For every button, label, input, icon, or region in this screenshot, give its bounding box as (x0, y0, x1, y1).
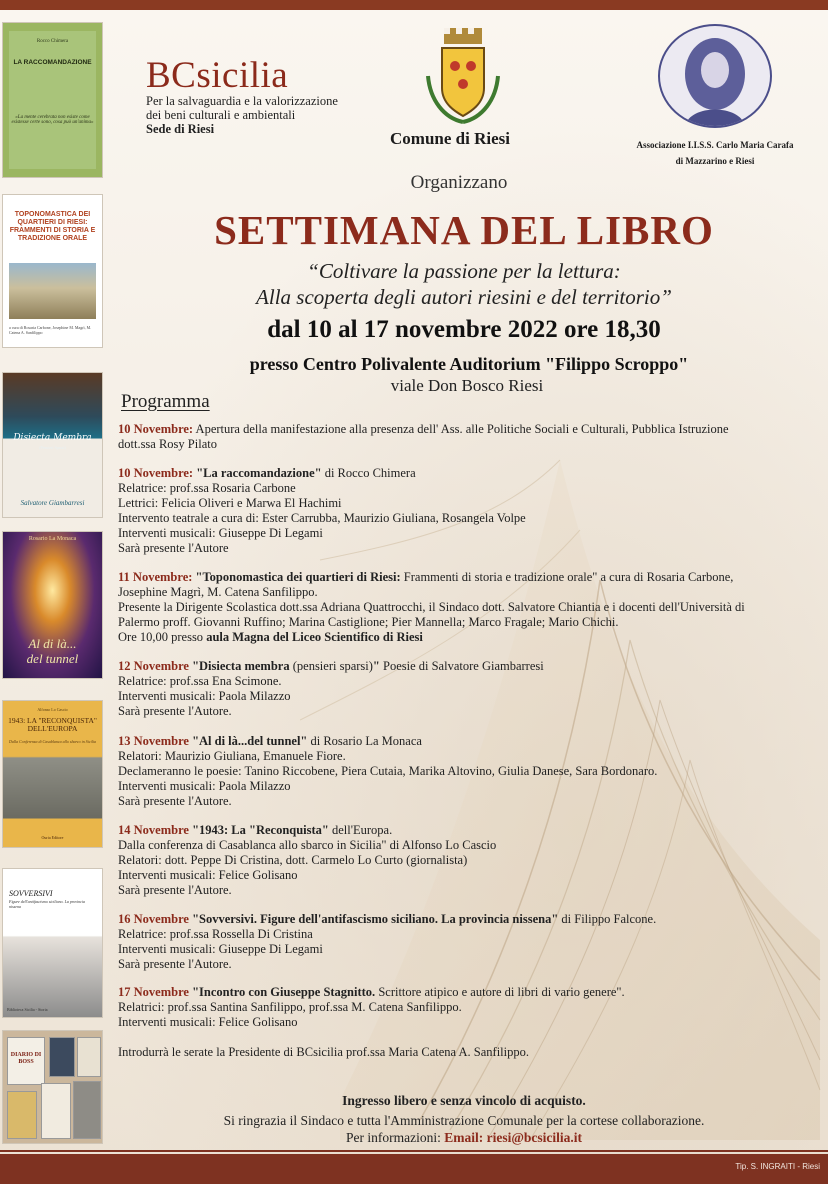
program-entry: 10 Novembre: Apertura della manifestazione alla presenza dell' Ass. alle Politiche Sociali e Culturali, Pubblica Istruzione dott.ssa Rosy Pilato (118, 422, 729, 451)
event-title: SETTIMANA DEL LIBRO (214, 207, 714, 253)
cover-caption: a cura di Rosaria Carbone, Josephine M. Magrì, M. Catena A. Sanfilippo (9, 325, 92, 335)
cover-subtitle: Figure dell'antifascismo siciliano. La provincia nissena (9, 899, 85, 909)
cover-title: Al di là... del tunnel (26, 636, 79, 666)
program-entry: 12 Novembre "Disiecta membra (pensieri sparsi)" Poesie di Salvatore Giambarresi Relatrice: prof.ssa Ena Scimone. Interventi musicali: Paola Milazzo Sarà presente l'Autore. (118, 659, 544, 718)
bcsicilia-logo: BCsicilia (146, 55, 289, 96)
free-entry-note: Ingresso libero e senza vincolo di acquisto. (342, 1093, 586, 1108)
event-address: viale Don Bosco Riesi (390, 376, 544, 395)
footer-divider (0, 1150, 828, 1152)
cover-title: 1943: LA "RECONQUISTA" DELL'EUROPA (8, 716, 97, 733)
program-entry: 11 Novembre: "Toponomastica dei quartieri di Riesi: Frammenti di storia e tradizione orale" a cura di Rosaria Carbone, Josephine Magrì, M. Catena Sanfilippo. Presente la Dirigente Scolastica dott.ssa Adriana Quattrocchi, il Sindaco dott. Salvatore Chiantia e i docenti dell'Università di Palermo proff. Giovanni Ruffino; Marina Castiglione; Pier Mannella; Marco Fragale; Mario Chichi. Ore 10,00 presso aula Magna del Liceo Scientifico di Riesi (118, 570, 745, 644)
cover-title: TOPONOMASTICA DEI QUARTIERI DI RIESI: FRAMMENTI DI STORIA E TRADIZIONE ORALE (9, 211, 96, 242)
footer-bar (0, 1154, 828, 1184)
comune-label: Comune di Riesi (390, 129, 510, 148)
comune-crest-icon (418, 26, 508, 126)
book-cover-sovversivi (2, 868, 103, 1018)
email-link[interactable]: Email: riesi@bcsicilia.it (444, 1130, 583, 1145)
cover-publisher: Biblioteca Sicilia - Storia (7, 1007, 48, 1012)
association-portrait-logo (658, 24, 772, 128)
event-tagline: “Coltivare la passione per la lettura: Alla scoperta degli autori riesini e del territorio” (256, 259, 672, 309)
program-entry: 16 Novembre "Sovversivi. Figure dell'antifascismo siciliano. La provincia nissena" di Filippo Falcone. Relatrice: prof.ssa Rossella Di Cristina Interventi musicali: Giuseppe Di Legami Sarà presente l'Autore. (118, 912, 657, 971)
cover-author: Salvatore Giambarresi (20, 499, 85, 507)
top-border (0, 0, 828, 10)
organizzano-label: Organizzano (410, 172, 508, 193)
cover-title: SOVVERSIVI (9, 889, 53, 898)
program-entry: 13 Novembre "Al di là...del tunnel" di Rosario La Monaca Relatori: Maurizio Giuliana, Emanuele Fiore. Declameranno le poesie: Tanino Riccobene, Piera Cutaia, Marika Altovino, Giulia Danese, Sara Bordonaro. Interventi musicali: Paola Milazzo Sarà presente l'Autore. (118, 734, 658, 808)
event-dates: dal 10 al 17 novembre 2022 ore 18,30 (267, 316, 661, 343)
association-name: Associazione I.I.S.S. Carlo Maria Carafa di Mazzarino e Riesi (636, 140, 794, 166)
cover-quote: «La mente cerebrata non esiste come esistesse certe sono, cosa può un'anima» (11, 115, 94, 125)
bcsicilia-sede: Sede di Riesi (146, 122, 215, 136)
cover-subtitle: Dalla Conferenza di Casablanca allo sbarco in Sicilia (9, 739, 96, 744)
cover-author: Rosario La Monaca (28, 536, 77, 542)
book-cover-1943-reconquista (2, 700, 103, 848)
contact-info: Per informazioni: Email: riesi@bcsicilia.it (345, 1130, 583, 1145)
cover-title: DIARIO DI BOSS (10, 1052, 42, 1065)
cover-subtitle: (Pensieri Sparsi) (39, 445, 66, 450)
book-cover-la-raccomandazione (2, 22, 103, 178)
programma-heading: Programma (121, 391, 210, 412)
printer-credit: Tip. S. INGRAITI - Riesi (735, 1162, 820, 1171)
cover-title: LA RACCOMANDAZIONE (13, 59, 92, 66)
thanks-note: Si ringrazia il Sindaco e tutta l'Amministrazione Comunale per la cortese collaborazione. (223, 1113, 705, 1128)
cover-author: Alfonso Lo Cascio (37, 707, 68, 712)
program-entry: 10 Novembre: "La raccomandazione" di Rocco Chimera Relatrice: prof.ssa Rosaria Carbone Lettrici: Felicia Oliveri e Marwa El Hachimi Intervento teatrale a cura di: Ester Carrubba, Maurizio Giuliana, Rosangela Volpe Interventi musicali: Giuseppe Di Legami Sarà presente l'Autore (118, 466, 526, 555)
portrait-icon (660, 26, 770, 126)
program-intro-note: Introdurrà le serate la Presidente di BCsicilia prof.ssa Maria Catena A. Sanfilippo. (118, 1045, 529, 1059)
program-entry: 17 Novembre "Incontro con Giuseppe Stagnitto. Scrittore atipico e autore di libri di vario genere". Relatrici: prof.ssa Santina Sanfilippo, prof.ssa M. Catena Sanfilippo. Interventi musicali: Felice Golisano (118, 985, 625, 1029)
cover-title: Disiecta Membra (13, 433, 92, 443)
program-entry: 14 Novembre "1943: La "Reconquista" dell'Europa. Dalla conferenza di Casablanca allo sbarco in Sicilia" di Alfonso Lo Cascio Relatori: dott. Peppe Di Cristina, dott. Carmelo Lo Curto (giornalista) Interventi musicali: Felice Golisano Sarà presente l'Autore. (118, 823, 497, 897)
book-cover-al-di-la-del-tunnel (2, 531, 103, 679)
cover-author: Rocco Chimera (36, 39, 69, 44)
cover-publisher: Ouria Editore (41, 835, 64, 840)
event-venue: presso Centro Polivalente Auditorium "Filippo Scroppo" (249, 354, 689, 374)
bcsicilia-tagline: Per la salvaguardia e la valorizzazione dei beni culturali e ambientali (146, 94, 338, 122)
